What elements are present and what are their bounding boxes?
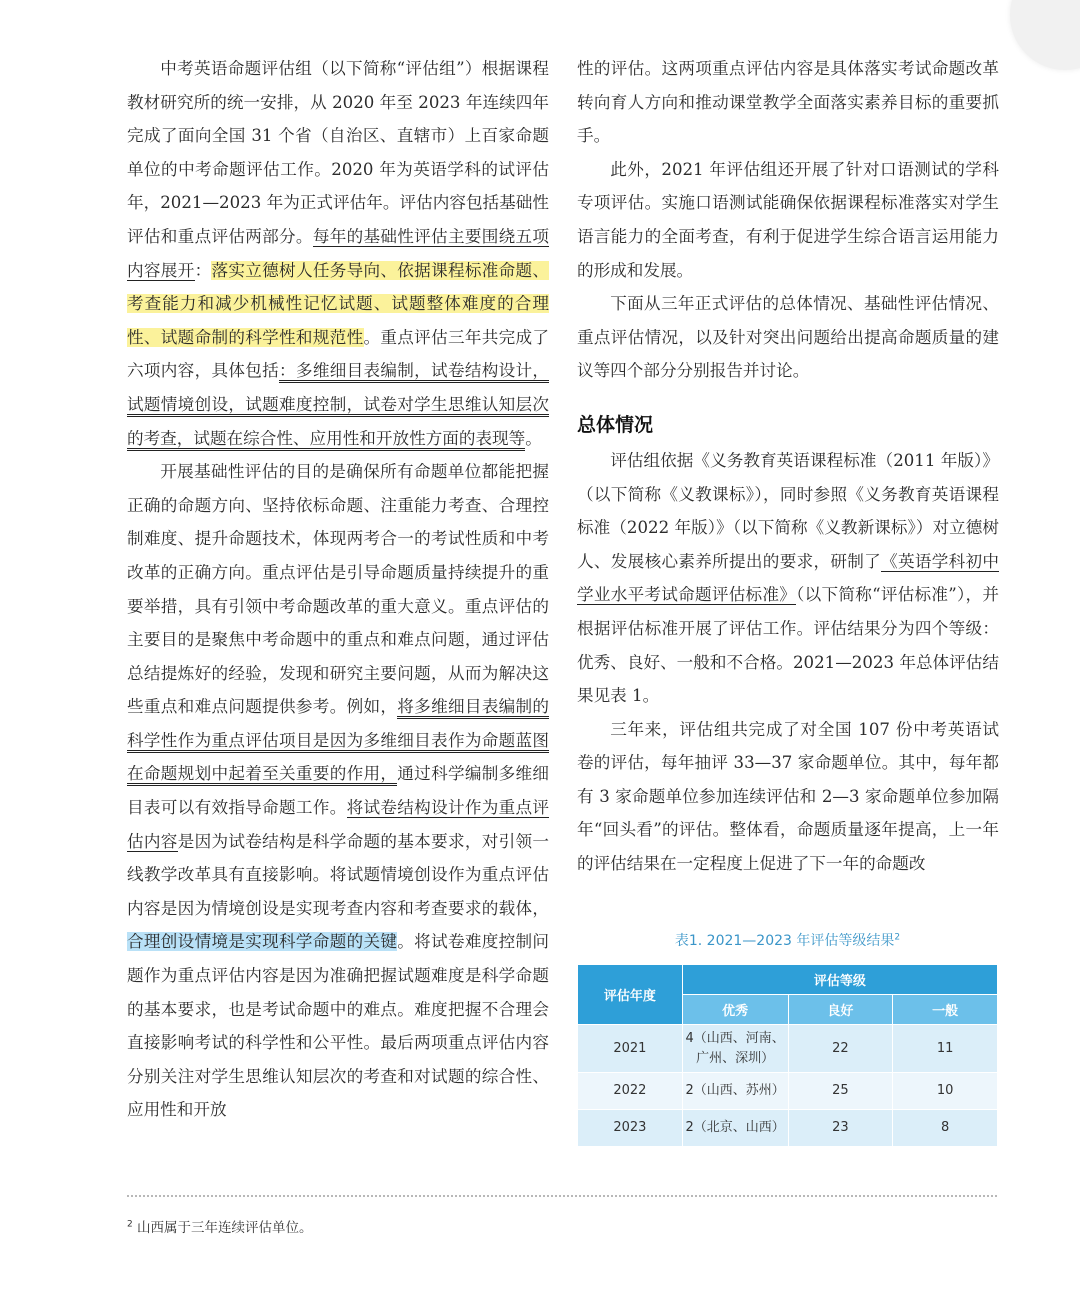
table-caption: 表1. 2021—2023 年评估等级结果$^2$	[674, 932, 901, 949]
paragraph-oral-test: 此外，2021 年评估组还开展了针对口语测试的学科专项评估。实施口语测试能确保依据课程标准落实对学生语言能力的全面考查，有利于促进学生综合语言运用能力的形成和发展。	[577, 159, 999, 280]
footnote: $^2$ 山西属于三年连续评估单位。	[127, 1219, 313, 1236]
paragraph-purpose: 开展基础性评估的目的是确保所有命题单位都能把握正确的命题方向、坚持依标命题、注重能力考查、合理控制难度、提升命题技术，体现两考合一的考试性质和中考改革的正确方向。重点评估是引导命题质量持续提升的重要举措，具有引领中考命题改革的重大意义。重点评估的主要目的是聚焦中考命题中的重点和难点问题，通过评估总结提炼好的经验，发现和研究主要问题，从而为解决这些重点和难点问题提供参考。例如，将多维细目表编制的科学性作为重点评估项目是因为多维细目表作为命题蓝图在命题规划中起着至关重要的作用，通过科学编制多维细目表可以有效指导命题工作。将试卷结构设计作为重点评估内容是因为试卷结构是科学命题的基本要求，对引领一线教学改革具有直接影响。将试题情境创设作为重点评估内容是因为情境创设是实现考查内容和考查要求的载体，合理创设情境是实现科学命题的关键。将试卷难度控制问题作为重点评估内容是因为准确把握试题难度是科学命题的基本要求，也是考试命题中的难点。难度把握不合理会直接影响考试的科学性和公平性。最后两项重点评估内容分别关注对学生思维认知层次的考查和对试题的综合性、应用性和开放	[127, 462, 550, 1120]
results-table-block	[577, 930, 998, 1147]
yellow-highlight: 落实立德树人任务导向、依据课程标准命题、考查能力和减少机械性记忆试题、试题整体难度的合理性、试题命制的科学性和规范性	[127, 260, 550, 347]
results-table	[577, 964, 998, 1147]
underlined-text: 将试卷结构设计作为重点评估内容	[127, 798, 550, 851]
table-row: 2022 2（山西、苏州） 25 10	[578, 1073, 998, 1110]
paragraph-continued: 性的评估。这两项重点评估内容是具体落实考试命题改革转向育人方向和推动课堂教学全面落实素养目标的重要抓手。	[577, 59, 999, 146]
section-heading: 总体情况	[577, 413, 654, 436]
header-good: 良好	[788, 995, 893, 1025]
right-column	[577, 52, 999, 881]
double-underlined-text: 将多维细目表编制的科学性作为重点评估项目是因为多维细目表作为命题蓝图在命题规划中起着至关重要的作用，	[127, 697, 549, 786]
paragraph-outline: 下面从三年正式评估的总体情况、基础性评估情况、重点评估情况，以及针对突出问题给出提高命题质量的建议等四个部分分别报告并讨论。	[577, 294, 999, 381]
table-row: 2021 4（山西、河南、 广州、深圳） 22 11	[578, 1025, 998, 1073]
header-excellent: 优秀	[682, 995, 788, 1025]
underlined-text: 《英语学科初中学业水平考试命题评估标准》	[577, 551, 1000, 605]
footnote-divider	[127, 1195, 997, 1197]
paragraph-standards: 评估组依据《义务教育英语课程标准（2011 年版）》（以下简称《义教课标》），同时参照《义务教育英语课程标准（2022 年版）》（以下简称《义教新课标》）对立德树人、发展核心素养所提出的要求，研制了《英语学科初中学业水平考试命题评估标准》（以下简称“评估标准”），并根据评估标准开展了评估工作。评估结果分为四个等级：优秀、良好、一般和不合格。2021—2023 年总体评估结果见表 1。	[577, 450, 1000, 706]
paragraph-summary: 三年来，评估组共完成了对全国 107 份中考英语试卷的评估，每年抽评 33—37 家命题单位。其中，每年都有 3 家命题单位参加连续评估和 2—3 家命题单位参加隔年“回头看”的评估。整体看，命题质量逐年提高，上一年的评估结果在一定程度上促进了下一年的命题改	[577, 719, 999, 874]
left-column	[127, 52, 549, 1127]
paragraph-intro: 中考英语命题评估组（以下简称“评估组”）根据课程教材研究所的统一安排，从 2020 年至 2023 年连续四年完成了面向全国 31 个省（自治区、直辖市）上百家命题单位的中考命题评估工作。2020 年为英语学科的试评估年，2021—2023 年为正式评估年。评估内容包括基础性评估和重点评估两部分。每年的基础性评估主要围绕五项内容展开：落实立德树人任务导向、依据课程标准命题、考查能力和减少机械性记忆试题、试题整体难度的合理性、试题命制的科学性和规范性。重点评估三年共完成了六项内容，具体包括：多维细目表编制，试卷结构设计，试题情境创设，试题难度控制，试卷对学生思维认知层次的考查，试题在综合性、应用性和开放性方面的表现等。	[127, 52, 549, 455]
header-level: 评估等级	[682, 965, 997, 995]
page-curl	[1010, 0, 1080, 70]
table-row: 2023 2（北京、山西） 23 8	[578, 1110, 998, 1147]
header-fair: 一般	[893, 995, 998, 1025]
double-underlined-text: ：多维细目表编制，试卷结构设计，试题情境创设，试题难度控制，试卷对学生思维认知层次的考查，试题在综合性、应用性和开放性方面的表现等	[127, 361, 549, 450]
underlined-text: 每年的基础性评估主要围绕五项内容展开	[127, 226, 550, 280]
header-year: 评估年度	[578, 965, 683, 1025]
blue-highlight: 合理创设情境是实现科学命题的关键	[127, 932, 398, 952]
